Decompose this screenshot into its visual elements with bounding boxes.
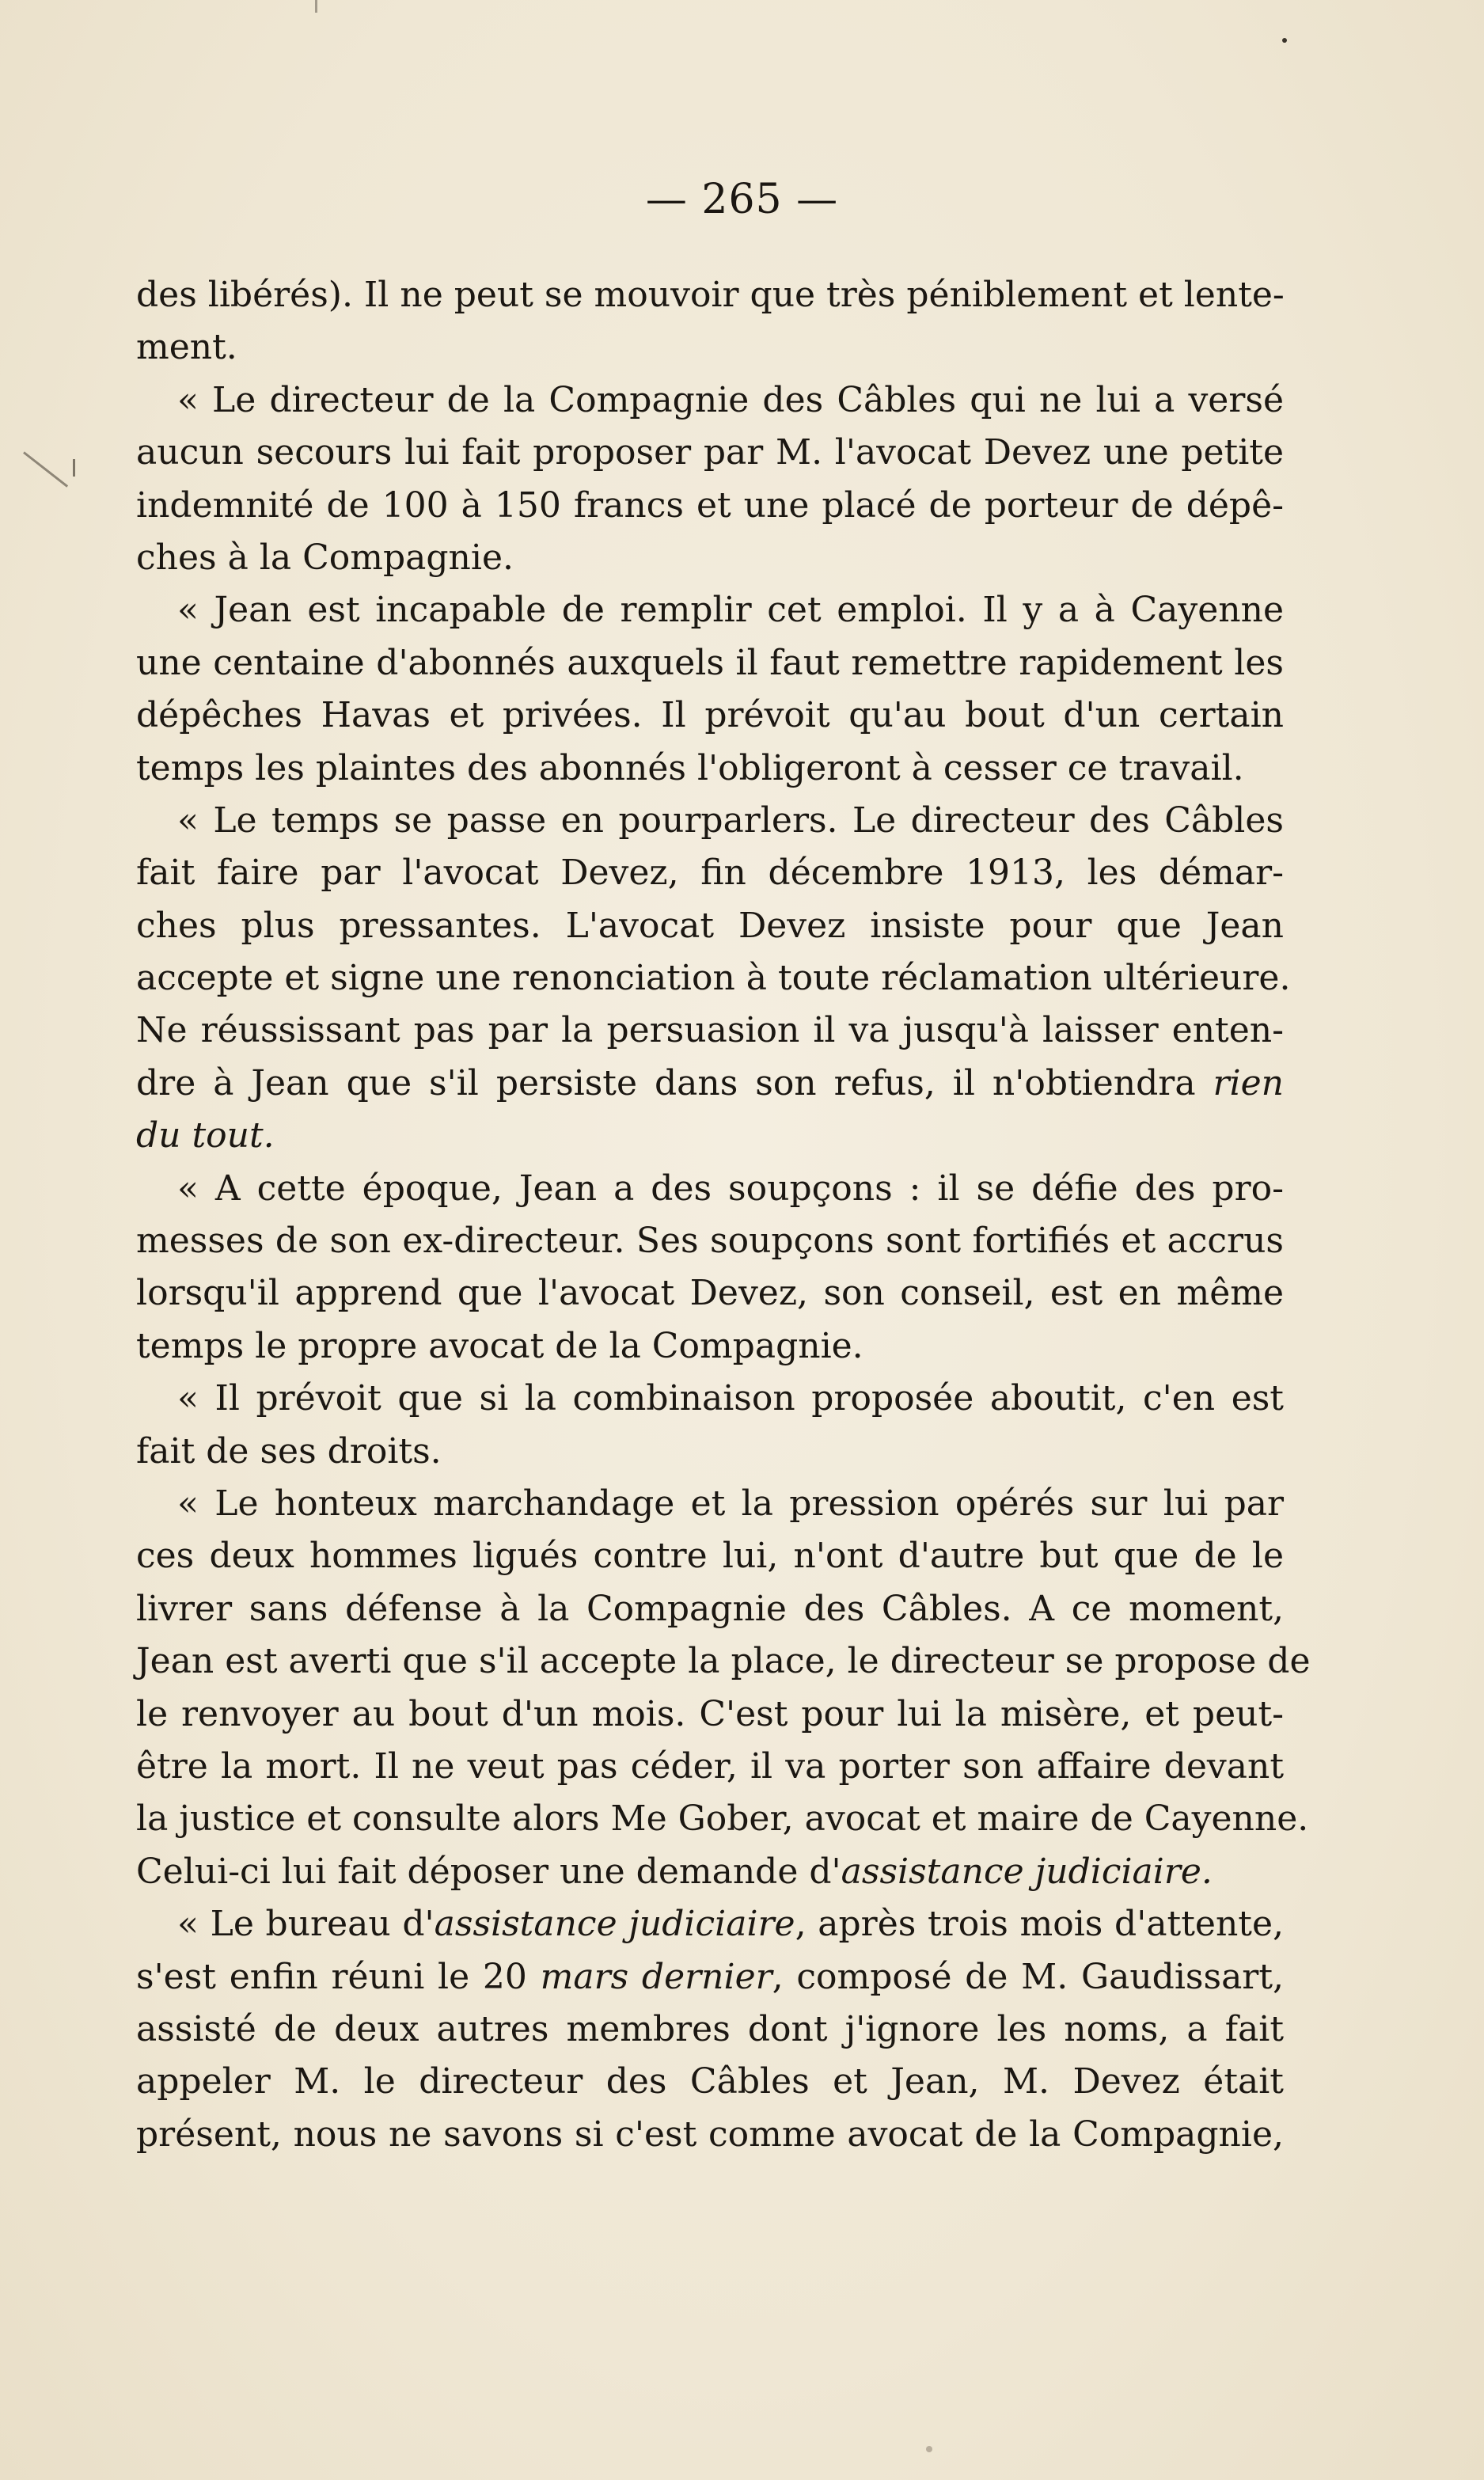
text-line: indemnité de 100 à 150 francs et une placé de porteur de dépê- xyxy=(136,484,1284,526)
text-span: « Le bureau d' xyxy=(177,1904,435,1945)
paragraph xyxy=(136,584,1284,795)
ink-dot-mark xyxy=(1282,38,1287,43)
margin-pencil-mark xyxy=(23,451,68,487)
text-span: Celui-ci lui fait déposer une demande d' xyxy=(136,1851,841,1892)
text-line: fait de ses droits. xyxy=(136,1430,442,1472)
text-line: lorsqu'il apprend que l'avocat Devez, son conseil, est en même xyxy=(136,1273,1284,1314)
text-line: « Jean est incapable de remplir cet emploi. Il y a à Cayenne xyxy=(177,590,1284,631)
text-line: dépêches Havas et privées. Il prévoit qu'au bout d'un certain xyxy=(136,695,1284,736)
text-line: être la mort. Il ne veut pas céder, il va porter son affaire devant xyxy=(136,1745,1284,1787)
paragraph xyxy=(136,1163,1284,1373)
text-line: appeler M. le directeur des Câbles et Jean, M. Devez était xyxy=(136,2061,1284,2102)
paragraph xyxy=(136,1373,1284,1478)
italic-span: rien xyxy=(1213,1062,1284,1103)
text-line xyxy=(136,1846,1284,1898)
paragraph xyxy=(136,1898,1284,2161)
text-line: fait faire par l'avocat Devez, fin décembre 1913, les démar- xyxy=(136,853,1284,894)
text-line: accepte et signe une renonciation à toute réclamation ultérieure. xyxy=(136,958,1291,999)
text-line: temps le propre avocat de la Compagnie. xyxy=(136,1325,863,1366)
text-line: temps les plaintes des abonnés l'obligeront à cesser ce travail. xyxy=(136,747,1244,788)
text-line: présent, nous ne savons si c'est comme avocat de la Compagnie, xyxy=(136,2114,1284,2155)
body-text xyxy=(136,269,1311,2161)
italic-span: mars dernier xyxy=(540,1956,772,1997)
italic-span: assistance judiciaire. xyxy=(841,1851,1213,1892)
text-line: Ne réussissant pas par la persuasion il va jusqu'à laisser enten- xyxy=(136,1010,1284,1051)
paper-speck xyxy=(926,2446,932,2452)
text-line: des libérés). Il ne peut se mouvoir que très péniblement et lente- xyxy=(136,275,1285,315)
paragraph xyxy=(136,1478,1311,1898)
text-line: « Le honteux marchandage et la pression opérés sur lui par xyxy=(177,1483,1284,1524)
text-line: la justice et consulte alors Me Gober, avocat et maire de Cayenne. xyxy=(136,1798,1309,1840)
text-line: ces deux hommes ligués contre lui, n'ont d'autre but que de le xyxy=(136,1536,1284,1577)
text-line: « Le temps se passe en pourparlers. Le directeur des Câbles xyxy=(177,799,1284,841)
text-line xyxy=(136,1898,1284,1950)
text-line: « A cette époque, Jean a des soupçons : il se défie des pro- xyxy=(177,1168,1284,1209)
text-line: du tout. xyxy=(136,1115,275,1156)
italic-span: assistance judiciaire xyxy=(434,1904,795,1945)
text-line: aucun secours lui fait proposer par M. l'avocat Devez une petite xyxy=(136,432,1284,473)
paragraph xyxy=(136,795,1291,1163)
text-span: dre à Jean que s'il persiste dans son refus, il n'obtiendra xyxy=(136,1062,1196,1103)
text-span: s'est enfin réuni le 20 xyxy=(136,1956,541,1997)
text-line: une centaine d'abonnés auxquels il faut remettre rapidement les xyxy=(136,642,1284,683)
text-line: messes de son ex-directeur. Ses soupçons sont fortifiés et accrus xyxy=(136,1221,1284,1262)
text-line: assisté de deux autres membres dont j'ignore les noms, a fait xyxy=(136,2008,1284,2049)
text-line: ches à la Compagnie. xyxy=(136,537,514,578)
paragraph xyxy=(136,269,1284,374)
text-line: « Le directeur de la Compagnie des Câbles qui ne lui a versé xyxy=(177,379,1284,420)
text-line: le renvoyer au bout d'un mois. C'est pour lui la misère, et peut- xyxy=(136,1693,1284,1734)
margin-pencil-tick xyxy=(73,459,75,477)
text-line: Jean est averti que s'il accepte la place, le directeur se propose de xyxy=(136,1641,1311,1682)
text-span: , composé de M. Gaudissart, xyxy=(772,1956,1285,1997)
text-line: ment. xyxy=(136,327,237,368)
text-line: livrer sans défense à la Compagnie des Câbles. A ce moment, xyxy=(136,1588,1284,1629)
page-number: — 265 — xyxy=(645,176,839,223)
text-line: « Il prévoit que si la combinaison proposée aboutit, c'en est xyxy=(177,1378,1284,1419)
text-span: , après trois mois d'attente, xyxy=(795,1904,1284,1945)
text-line xyxy=(136,1058,1284,1110)
ink-tick-mark xyxy=(315,0,317,13)
text-line: ches plus pressantes. L'avocat Devez insiste pour que Jean xyxy=(136,905,1284,946)
text-line xyxy=(136,1951,1284,2003)
paragraph xyxy=(136,374,1284,585)
